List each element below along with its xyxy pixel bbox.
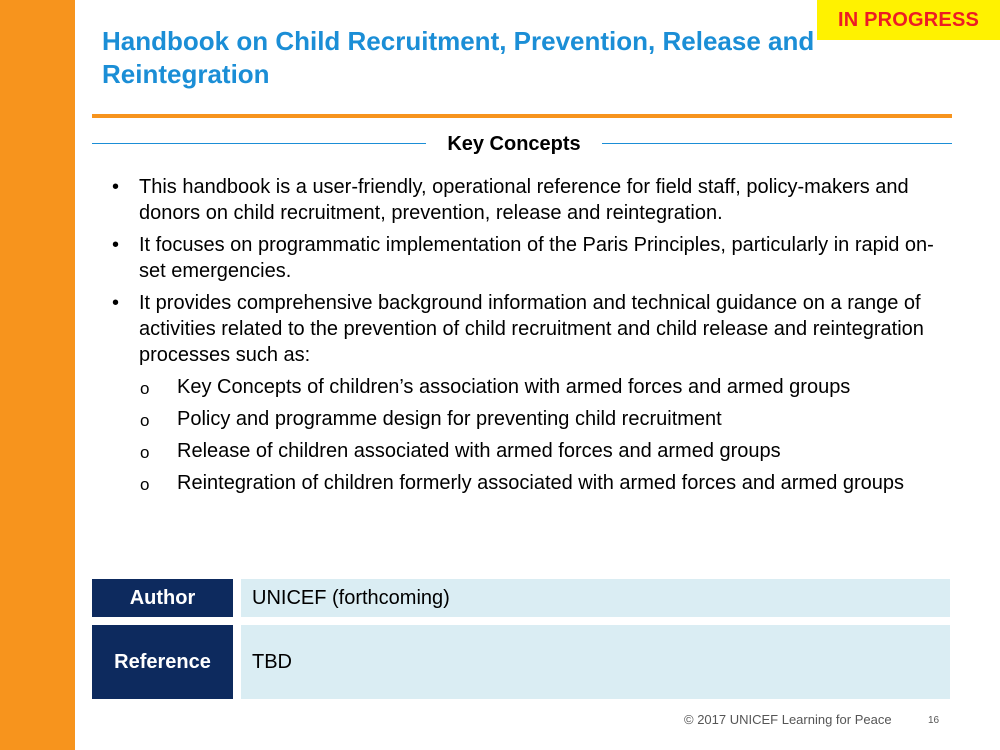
- author-label: Author: [92, 579, 233, 617]
- sub-list-item: [139, 406, 942, 432]
- sub-list-item-text: Release of children associated with armed forces and armed groups: [177, 440, 781, 462]
- reference-label: Reference: [92, 625, 233, 699]
- sub-bullet-marker: o: [140, 475, 150, 494]
- list-item-text: It focuses on programmatic implementation of the Paris Principles, particularly in rapid on-set emergencies.: [139, 234, 934, 282]
- list-item-text: This handbook is a user-friendly, operational reference for field staff, policy-makers and donors on child recruitment, prevention, release and reintegration.: [139, 176, 909, 224]
- sub-list-item: [139, 438, 942, 464]
- list-item: [102, 232, 942, 284]
- status-badge: IN PROGRESS: [817, 0, 1000, 40]
- sub-list-item: [139, 470, 942, 496]
- reference-value: TBD: [241, 625, 950, 699]
- bullet-marker: •: [112, 292, 120, 314]
- section-label: Key Concepts: [447, 133, 581, 155]
- list-item: [102, 174, 942, 226]
- section-rule-left: [92, 143, 426, 144]
- author-row: [92, 579, 950, 617]
- reference-row: [92, 625, 950, 699]
- section-rule-right: [602, 143, 952, 144]
- list-item-text: It provides comprehensive background information and technical guidance on a range of activities related to the prevention of child recruitment and child release and reintegration processes such as:: [139, 292, 924, 366]
- sub-bullet-list: [139, 374, 942, 496]
- sub-bullet-marker: o: [140, 411, 150, 430]
- footer-copyright: © 2017 UNICEF Learning for Peace: [684, 712, 892, 727]
- left-accent-bar: [0, 0, 75, 750]
- bullet-list: [102, 174, 942, 502]
- sub-list-item-text: Policy and programme design for preventing child recruitment: [177, 408, 722, 430]
- sub-bullet-marker: o: [140, 443, 150, 462]
- page-title: Handbook on Child Recruitment, Prevention, Release and Reintegration: [102, 26, 815, 89]
- sub-bullet-marker: o: [140, 379, 150, 398]
- sub-list-item-text: Key Concepts of children’s association with armed forces and armed groups: [177, 376, 851, 398]
- bullet-marker: •: [112, 176, 120, 198]
- sub-list-item: [139, 374, 942, 400]
- author-value: UNICEF (forthcoming): [241, 579, 950, 617]
- bullet-marker: •: [112, 234, 120, 256]
- sub-list-item-text: Reintegration of children formerly associated with armed forces and armed groups: [177, 472, 905, 494]
- section-header: [92, 131, 952, 157]
- page-number: 16: [928, 715, 940, 726]
- list-item: [102, 290, 942, 496]
- title-divider: [92, 114, 952, 118]
